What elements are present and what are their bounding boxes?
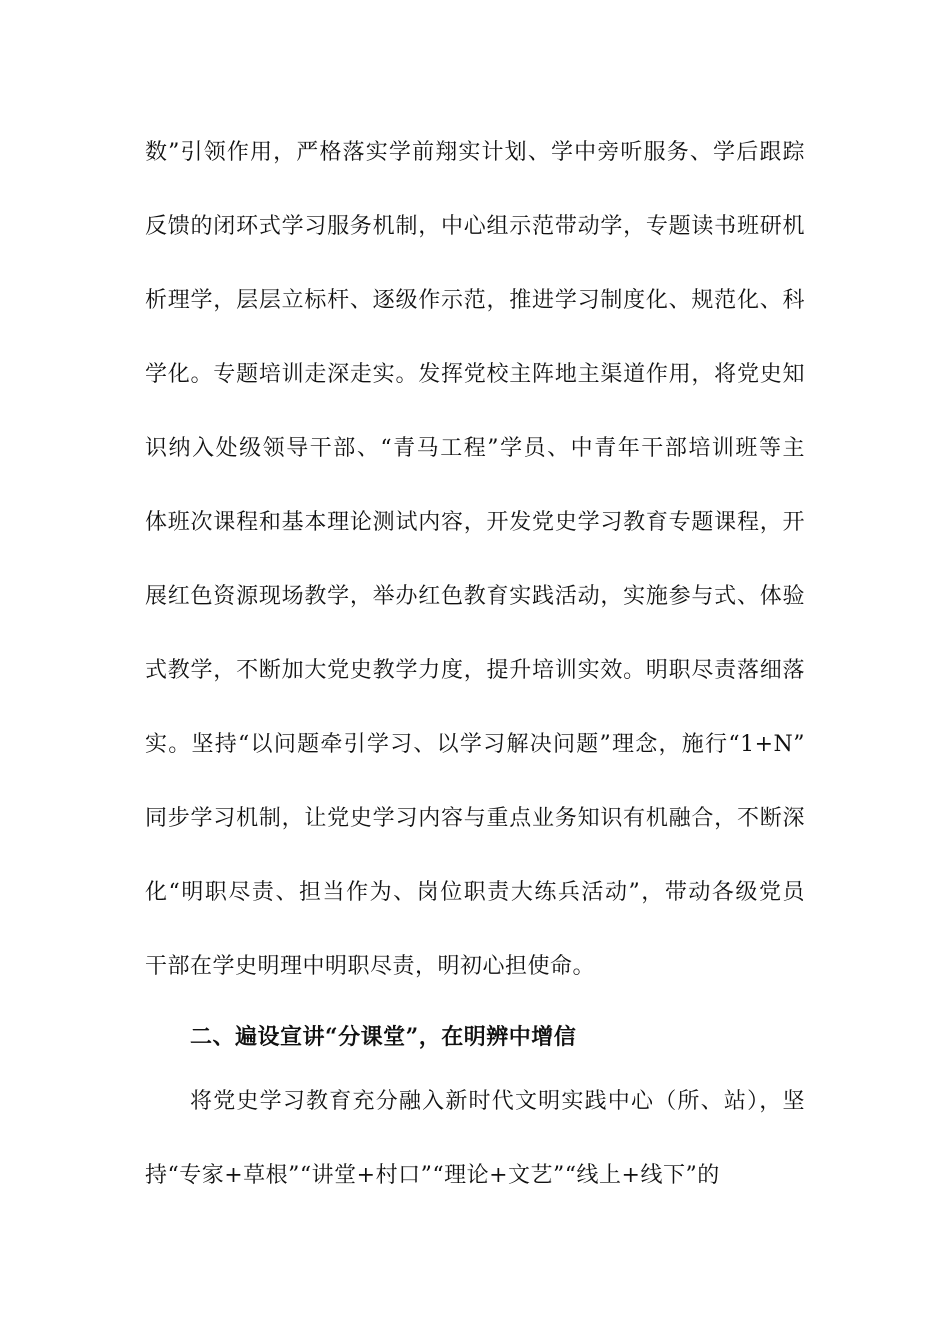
paragraph-line: 将党史学习教育充分融入新时代文明实践中心（所、站），坚 [190, 1089, 805, 1114]
paragraph-line: 析理学，层层立标杆、逐级作示范，推进学习制度化、规范化、科 [145, 288, 805, 313]
paragraph-line: 实。坚持“以问题牵引学习、以学习解决问题”理念，施行“1+N” [145, 732, 805, 757]
paragraph-last-line: 干部在学史明理中明职尽责，明初心担使命。 [145, 954, 596, 979]
paragraph-line: 式教学，不断加大党史教学力度，提升培训实效。明职尽责落细落 [145, 658, 805, 683]
paragraph-line: 化“明职尽责、担当作为、岗位职责大练兵活动”，带动各级党员 [145, 880, 805, 905]
paragraph-line: 展红色资源现场教学，举办红色教育实践活动，实施参与式、体验 [145, 584, 805, 609]
paragraph-line: 持“专家+草根”“讲堂+村口”“理论+文艺”“线上+线下”的 [145, 1163, 720, 1188]
paragraph-line: 数”引领作用，严格落实学前翔实计划、学中旁听服务、学后跟踪 [145, 140, 805, 165]
section-heading: 二、遍设宣讲“分课堂”，在明辨中增信 [190, 1024, 577, 1050]
paragraph-line: 识纳入处级领导干部、“青马工程”学员、中青年干部培训班等主 [145, 436, 805, 461]
paragraph-line: 反馈的闭环式学习服务机制，中心组示范带动学，专题读书班研机 [145, 214, 805, 239]
paragraph-line: 体班次课程和基本理论测试内容，开发党史学习教育专题课程，开 [145, 510, 805, 535]
paragraph-line: 同步学习机制，让党史学习内容与重点业务知识有机融合，不断深 [145, 806, 805, 831]
paragraph-line: 学化。专题培训走深走实。发挥党校主阵地主渠道作用，将党史知 [145, 362, 805, 387]
